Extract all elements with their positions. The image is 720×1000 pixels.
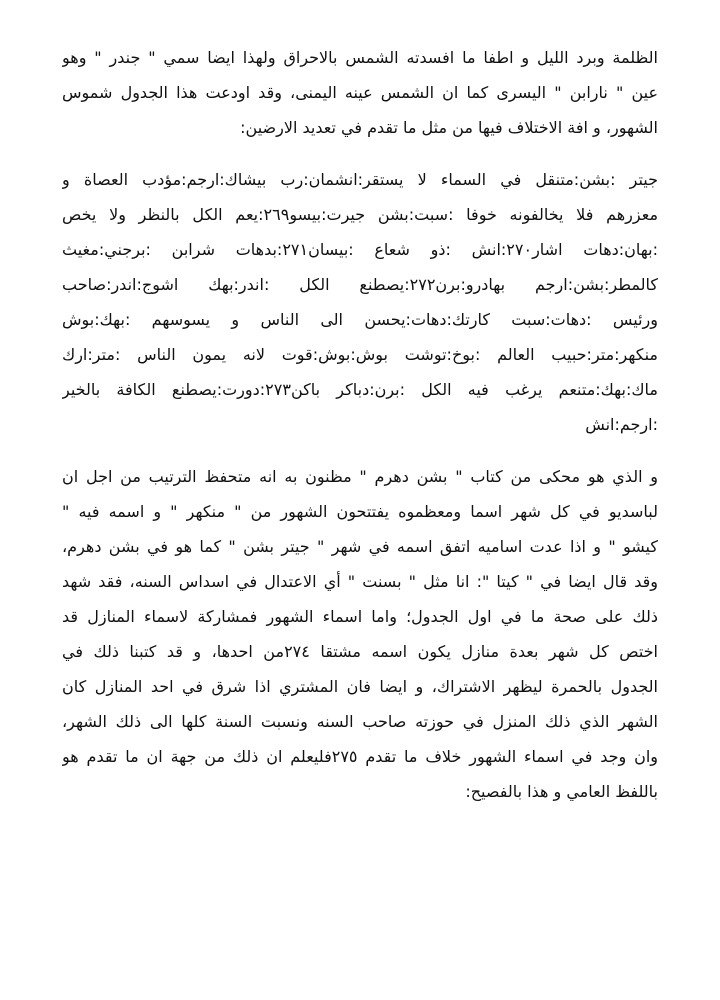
- paragraph-spacer: [62, 442, 658, 459]
- text-line: :بهان:دهات اشار٢٧٠:انش :ذو شعاع :بيسان٢٧١:بدهات شرابن :برجني:مغيث: [62, 240, 658, 259]
- paragraph-month-list: [62, 162, 658, 442]
- text-line: وقد قال ايضا في " كيتا ": انا مثل " بسنت " أي الاعتدال في اسداس السنه، فقد شهد: [62, 572, 658, 591]
- text-line: الشهور، و افة الاختلاف فيها من مثل ما تقدم في تعديد الارضين:: [240, 118, 658, 137]
- text-line: كيشو " و اذا عدت اساميه اتفق اسمه في شهر " جيتر بشن " كما هو في بشن دهرم،: [62, 537, 658, 556]
- text-line: الشهر الذي ذلك المنزل في حوزته صاحب السنه ونسبت السنة كلها الى ذلك الشهر،: [62, 712, 658, 731]
- text-line: وان وجد في اسماء الشهور خلاف ما تقدم ٢٧٥فليعلم ان ذلك من جهة ان ما تقدم هو: [62, 747, 658, 766]
- text-line: ذلك على صحة ما في اول الجدول؛ واما اسماء الشهور فمشاركة لاسماء المنازل قد: [62, 607, 658, 626]
- text-line: و الذي هو محكى من كتاب " بشن دهرم " مظنون به انه متحفظ الترتيب من اجل ان: [62, 467, 658, 486]
- text-line: منكهر:متر:حبيب العالم :بوخ:توشت بوش:بوش:قوت لانه يمون الناس :متر:ارك: [62, 345, 658, 364]
- text-line: اختص كل شهر بعدة منازل يكون اسمه مشتقا ٢٧٤من احدها، و قد كتبنا ذلك في: [62, 642, 658, 661]
- text-line: ماك:بهك:متنعم يرغب فيه الكل :برن:دباكر باكن٢٧٣:دورت:يصطنع الكافة بالخير: [62, 380, 658, 399]
- text-line: باللفظ العامي و هذا بالفصيح:: [465, 782, 658, 801]
- text-line: معزرهم فلا يخالفونه خوفا :سبت:بشن جيرت:بيسو٢٦٩:يعم الكل بالنظر ولا يخص: [62, 205, 658, 224]
- document-page: [62, 40, 658, 809]
- text-line: عين " نارابن " اليسرى كما ان الشمس عينه اليمنى، وقد اودعت هذا الجدول شموس: [62, 83, 658, 102]
- paragraph-spacer: [62, 145, 658, 162]
- text-line: جيتر :بشن:متنقل في السماء لا يستقر:انشمان:رب بيشاك:ارجم:مؤدب العصاة و: [62, 170, 658, 189]
- paragraph-commentary: [62, 459, 658, 809]
- text-line: كالمطر:بشن:ارجم بهادرو:برن٢٧٢:يصطنع الكل :اندر:بهك اشوج:اندر:صاحب: [62, 275, 658, 294]
- text-line: الظلمة وبرد الليل و اطفا ما افسدته الشمس بالاحراق ولهذا ايضا سمي " جندر " وهو: [62, 48, 658, 67]
- text-line: لباسديو في كل شهر اسما ومعظموه يفتتحون الشهور من " منكهر " و اسمه فيه ": [62, 502, 658, 521]
- text-line: :ارجم:انش: [585, 415, 658, 434]
- text-line: الجدول بالحمرة ليظهر الاشتراك، و ايضا فان المشتري اذا شرق في احد المنازل كان: [62, 677, 658, 696]
- paragraph-intro: [62, 40, 658, 145]
- text-line: ورئيس :دهات:سبت كارتك:دهات:يحسن الى الناس و يسوسهم :بهك:بوش: [62, 310, 658, 329]
